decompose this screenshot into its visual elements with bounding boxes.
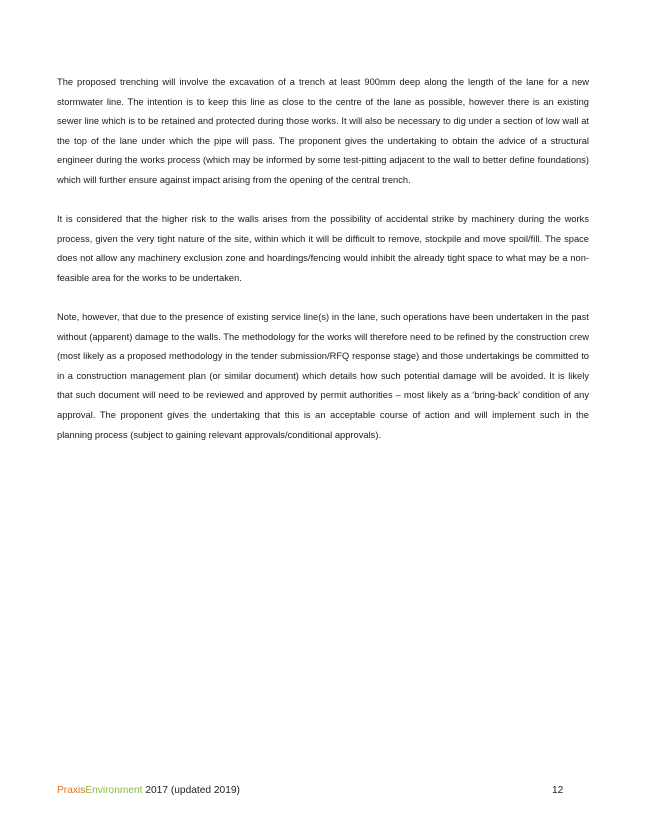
paragraph-methodology: Note, however, that due to the presence of existing service line(s) in the lane, such operations have been undertaken in the past without (apparent) damage to the walls. The methodology for the works will therefore need to be refined by the construction crew (most likely as a proposed methodology in the tender submission/RFQ response stage) and those undertakings be committed to in a construction management plan (or similar document) which details how such potential damage will be avoided. It is likely that such document will need to be reviewed and approved by permit authorities – most likely as a ‘bring-back’ condition of any approval. The proponent gives the undertaking that this is an acceptable course of action and will implement such in the planning process (subject to gaining relevant approvals/conditional approvals). (57, 311, 589, 440)
page-number: 12 (552, 785, 564, 796)
footer-brand-environment: Environment (85, 785, 143, 796)
footer-brand-praxis: Praxis (57, 785, 86, 796)
footer-year: 2017 (updated 2019) (142, 785, 240, 796)
footer-brand (57, 784, 240, 798)
paragraph-trenching: The proposed trenching will involve the excavation of a trench at least 900mm deep along the length of the lane for a new stormwater line. The intention is to keep this line as close to the centre of the lane as possible, however there is an existing sewer line which is to be retained and protected during those works. It will also be necessary to dig under a section of low wall at the top of the lane under which the pipe will pass. The proponent gives the undertaking to obtain the advice of a structural engineer during the works process (which may be informed by some test-pitting adjacent to the wall to better define foundations) which will further ensure against impact arising from the opening of the central trench. (57, 77, 589, 185)
document-body (57, 73, 589, 465)
paragraph-risk: It is considered that the higher risk to the walls arises from the possibility of accidental strike by machinery during the works process, given the very tight nature of the site, within which it will be difficult to remove, stockpile and move spoil/fill. The space does not allow any machinery exclusion zone and hoardings/fencing would inhibit the already tight space to what may be a non-feasible area for the works to be undertaken. (57, 214, 589, 283)
